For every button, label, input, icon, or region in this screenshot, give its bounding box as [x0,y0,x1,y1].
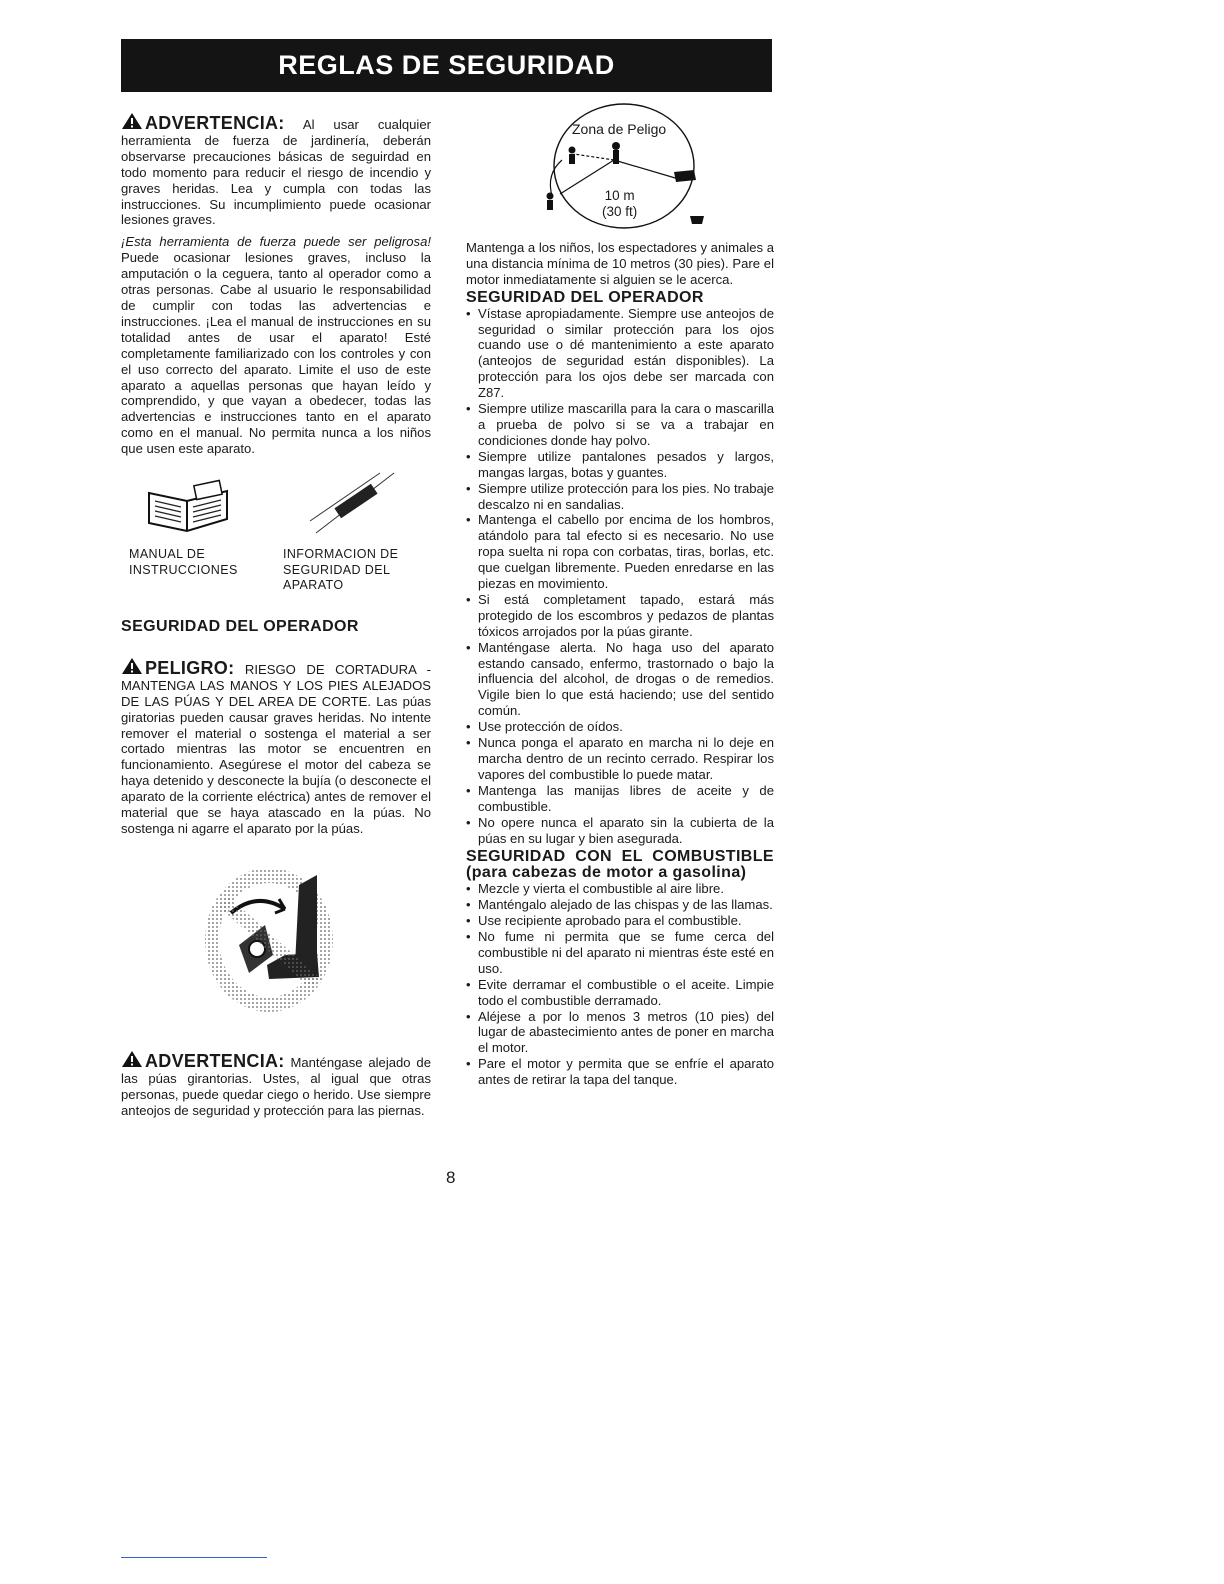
manual-caption [129,547,238,578]
zone-intro-paragraph: Mantenga a los niños, los espectadores y animales a una distancia mínima de 10 metros (30 pies). Pare el motor inmediatamente si alguien se le acerca. [466,240,774,287]
list-item: • Aléjese a por lo menos 3 metros (10 pies) del lugar de abastecimiento antes de poner en marcha el motor. [466,1009,774,1057]
list-item: • Siempre utilize protección para los pies. No trabaje descalzo ni en sandalias. [466,481,774,513]
prohibited-foot-icon [199,865,339,1015]
danger-zone-diagram [466,100,774,238]
list-item: • Use recipiente aprobado para el combustible. [466,913,774,929]
safety-decal-icon [306,471,396,541]
warning-label: ADVERTENCIA: [145,1050,285,1071]
no-feet-near-tines-figure [121,845,431,1050]
fuel-safety-list [466,881,774,1088]
warning-text: Manténgase alejado de las púas girantorias. Ustes, al igual que otras personas, puede quedar ciego o herido. Use siempre anteojos de seguridad y protección para las piernas. [121,1054,431,1118]
zone-label: Zona de Peligo [572,121,667,137]
danger-cut-paragraph [121,657,431,837]
list-item: • Siempre utilize mascarilla para la cara o mascarilla a prueba de polvo si se va a trabajar en condiciones donde hay polvo. [466,401,774,449]
list-item: • Mantenga las manijas libres de aceite y de combustible. [466,783,774,815]
list-item: • Mezcle y vierta el combustible al aire libre. [466,881,774,897]
page-number: 8 [446,1168,456,1187]
operator-safety-list [466,306,774,847]
section-heading-operator-right: SEGURIDAD DEL OPERADOR [466,288,704,306]
list-item: • Use protección de oídos. [466,719,774,735]
list-item: • No fume ni permita que se fume cerca del combustible ni del aparato ni mientras éste esté en uso. [466,929,774,977]
list-item: • Pare el motor y permita que se enfríe el aparato antes de retirar la tapa del tanque. [466,1056,774,1088]
section-heading-fuel: SEGURIDAD CON EL COMBUSTIBLE [466,848,774,866]
list-item: • Siempre utilize pantalones pesados y largos, mangas largas, botas y guantes. [466,449,774,481]
list-item: • Evite derramar el combustible o el aceite. Limpie todo el combustible derramado. [466,977,774,1009]
safety-info-caption [283,547,398,594]
footer-rule [121,1557,267,1558]
zone-distance-ft: (30 ft) [602,203,638,219]
danger-italic-text: ¡Esta herramienta de fuerza puede ser peligrosa! [121,234,431,250]
section-heading-operator: SEGURIDAD DEL OPERADOR [121,618,359,636]
right-column [466,100,774,1088]
list-item: • Manténgalo alejado de las chispas y de las llamas. [466,897,774,913]
manual-caption-line: MANUAL DE [129,547,206,562]
safety-info-caption-line: APARATO [283,578,344,593]
zone-distance-m: 10 m [604,188,635,203]
list-item: • Manténgase alerta. No haga uso del aparato estando cansado, enfermo, trastornado o bajo la influencia del alcohol, de drogas o de remedios. Vigile bien lo que está haciendo; use del sentido común. [466,640,774,720]
section-heading-fuel-subtitle: (para cabezas de motor a gasolina) [466,864,747,882]
safety-info-caption-line: SEGURIDAD DEL [283,562,391,577]
manual-book-icon [143,479,233,539]
left-column [121,112,431,1119]
manual-caption-line: INSTRUCCIONES [129,562,238,577]
list-item: • Si está completament tapado, estará más protegido de los escombros y pedazos de plantas tóxicos arrojados por la púas girante. [466,592,774,640]
list-item: • Vístase apropiadamente. Siempre use anteojos de seguridad o similar protección para los ojos cuando use o dé mantenimiento a este aparato (anteojos de seguridad están disponibles). La protección para los ojos debe ser marcada con Z87. [466,306,774,401]
page-title: REGLAS DE SEGURIDAD [278,50,615,80]
peligro-text: RIESGO DE CORTADURA - MANTENGA LAS MANOS Y LOS PIES ALEJADOS DE LAS PÚAS Y DEL AREA DE CORTE. Las púas giratorias pueden causar graves heridas. No intente remover el material o sostenga el material a ser cortado mientras las motor se encuentren en funcionamiento. Asegúrese el motor del cabeza se haya detenido y desconecte la bujía (o desconecte el aparato de la corriente eléctrica) antes de remover el material que se haya atascado en la púas. No sostenga ni agarre el aparato por la púas. [121,661,431,836]
safety-info-caption-line: INFORMACION DE [283,547,399,562]
warning-triangle-icon [121,112,143,130]
danger-paragraph [121,234,431,457]
warning-label: ADVERTENCIA: [145,113,285,133]
danger-text: Puede ocasionar lesiones graves, incluso la amputación o la ceguera, tanto al operador como a otras personas. Cabe al usuario le responsabilidad de cumplir con todas las advertencias e instrucciones. ¡Lea el manual de instrucciones en su totalidad antes de usar el aparato! Esté completamente familiarizado con los controles y con el uso correcto del aparato. Limite el uso de este aparato a aquellas personas que hayan leído y comprendido, y que vayan a obedecer, todas las advertencias e instrucciones tanto en el aparato como en el manual. No permita nunca a los niños que usen este aparato. [121,250,431,457]
warning-triangle-icon [121,1050,143,1068]
warning-text: Al usar cualquier herramienta de fuerza de jardinería, deberán observarse precauciones básicas de seguirdad en todo momento para reducir el riesgo de incendio y graves heridas. Lea y cumpla con todas las instrucciones. Su incumplimiento puede ocasionar lesiones graves. [121,117,431,228]
zone-distance [602,188,637,220]
list-item: • Nunca ponga el aparato en marcha ni lo deje en marcha dentro de un recinto cerrado. Respirar los vapores del combustible lo puede matar. [466,735,774,783]
safety-figures [121,471,431,611]
warning-paragraph-2 [121,1050,431,1119]
warning-triangle-icon [121,657,143,675]
list-item: • Mantenga el cabello por encima de los hombros, atándolo para tal efecto si es necesario. No use ropa suelta ni ropa con corbatas, tiras, borlas, etc. que cuelgan libremente. Pueden enredarse en las piezas en movimiento. [466,512,774,592]
list-item: • No opere nunca el aparato sin la cubierta de la púas en su lugar y bien asegurada. [466,815,774,847]
peligro-label: PELIGRO: [145,657,235,678]
page-title-banner [121,39,772,92]
warning-paragraph-1 [121,112,431,228]
